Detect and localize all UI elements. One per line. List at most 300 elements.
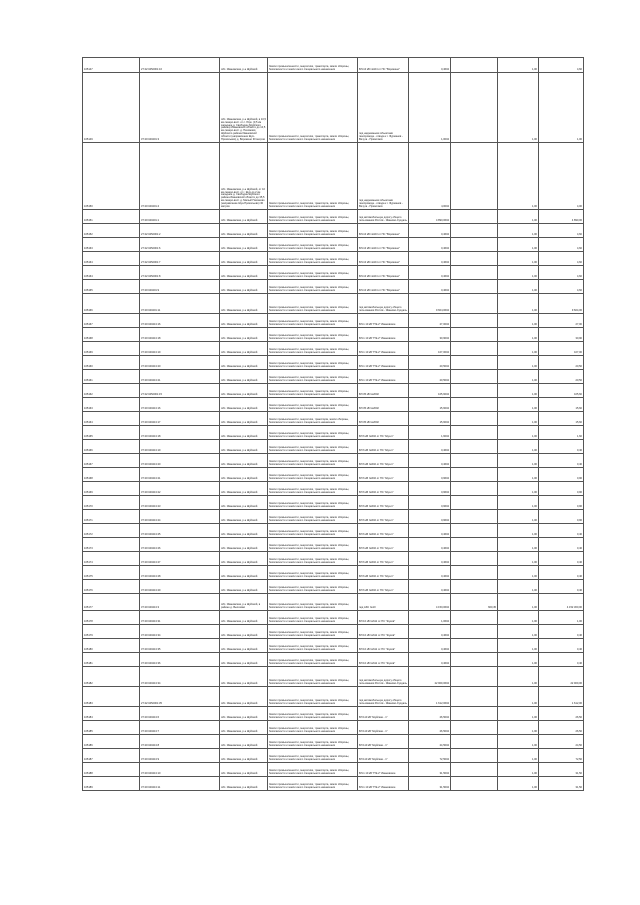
address-cell: обл. Ивановская, р-н Шуйский: [220, 370, 268, 384]
address-cell: обл. Ивановская, р-н Шуйский: [220, 611, 268, 625]
table-row: [83, 238, 584, 252]
row-id-cell: 105188: [83, 763, 140, 777]
address-cell: обл. Ивановская, р-н Шуйский: [220, 524, 268, 538]
cadastral-number-cell: 37:20:040413:21: [140, 468, 220, 482]
permitted-use-cell: под надземными объектами газопровода - отвода к г. Фурманов - Вичуга - Приволжск: [358, 73, 409, 143]
rate-cell: 1,00: [498, 707, 539, 721]
address-cell: обл. Ивановская, р-н Шуйский: [220, 496, 268, 510]
value-cell: [451, 653, 498, 667]
amount-cell: 0,96: [539, 468, 584, 482]
table-row: [83, 510, 584, 524]
value-cell: [451, 440, 498, 454]
row-id-cell: 105165: [83, 426, 140, 440]
value-cell: [451, 356, 498, 370]
amount-cell: 20,50: [539, 370, 584, 384]
area-cell: 24,5004: [409, 735, 451, 749]
area-cell: 0,9604: [409, 468, 451, 482]
cadastral-number-cell: 37:20:040413:11: [140, 777, 220, 791]
cadastral-number-cell: 37:20:040413:21: [140, 370, 220, 384]
land-category-cell: Земли промышленности, энергетики, транспорта, земли обороны, безопасности и земли иного специального назначения: [268, 721, 358, 735]
land-category-cell: Земли промышленности, энергетики, транспорта, земли обороны, безопасности и земли иного специального назначения: [268, 538, 358, 552]
amount-cell: 4,60: [539, 224, 584, 238]
permitted-use-cell: под АЗС №10: [358, 594, 409, 611]
cadastral-number-cell: 37:20:040413:35: [140, 639, 220, 653]
table-row: [83, 58, 584, 73]
cadastral-number-cell: 37:20:040413:27: [140, 552, 220, 566]
rate-cell: 1,00: [498, 611, 539, 625]
table-row: [83, 412, 584, 426]
rate-cell: 1,00: [498, 280, 539, 294]
table-row: [83, 384, 584, 398]
permitted-use-cell: ВЛ 10 кВ №611 от ПС "Жуков": [358, 653, 409, 667]
row-id-cell: 105171: [83, 510, 140, 524]
permitted-use-cell: ВЛ 6 кВ №602 от ПС "Шуя-1": [358, 440, 409, 454]
cadastral-number-cell: 37:20:040413:20: [140, 454, 220, 468]
address-cell: обл. Ивановская, р-н Шуйский: [220, 482, 268, 496]
area-cell: 0,4604: [409, 625, 451, 639]
value-cell: [451, 238, 498, 252]
permitted-use-cell: ВЛ 110 кВ "Шуйская - 1": [358, 721, 409, 735]
value-cell: [451, 454, 498, 468]
area-cell: 0,9604: [409, 496, 451, 510]
value-cell: [451, 370, 498, 384]
address-cell: обл. Ивановская, р-н Шуйский: [220, 763, 268, 777]
land-category-cell: Земли промышленности, энергетики, транспорта, земли обороны, безопасности и земли иного специального назначения: [268, 342, 358, 356]
area-cell: 0,4604: [409, 440, 451, 454]
rate-cell: 1,00: [498, 440, 539, 454]
cadastral-number-cell: 37:20:040413:18: [140, 328, 220, 342]
address-cell: обл. Ивановская, р-н Шуйский: [220, 426, 268, 440]
permitted-use-cell: под надземными объектами газопровода - отвода к г. Фурманов - Вичуга - Приволжск: [358, 143, 409, 210]
area-cell: 0,4604: [409, 224, 451, 238]
value-cell: [451, 224, 498, 238]
amount-cell: 4 152 300,00: [539, 594, 584, 611]
table-row: [83, 73, 584, 143]
cadastral-number-cell: 37:20:040401:4: [140, 143, 220, 210]
row-id-cell: 105183: [83, 687, 140, 707]
amount-cell: 0,46: [539, 639, 584, 653]
area-cell: 1,0604: [409, 611, 451, 625]
cadastral-number-cell: 37:20:040413:28: [140, 566, 220, 580]
land-category-cell: Земли промышленности, энергетики, транспорта, земли обороны, безопасности и земли иного специального назначения: [268, 510, 358, 524]
row-id-cell: 105165: [83, 280, 140, 294]
address-cell: обл. Ивановская, р-н Шуйский: [220, 468, 268, 482]
row-id-cell: 105185: [83, 721, 140, 735]
address-cell: обл. Ивановская, р-н Шуйский: [220, 510, 268, 524]
area-cell: 31,5004: [409, 763, 451, 777]
rate-cell: 1,00: [498, 328, 539, 342]
address-cell: обл. Ивановская, р-н Шуйский: [220, 566, 268, 580]
table-row: [83, 611, 584, 625]
area-cell: 0,4604: [409, 58, 451, 73]
rate-cell: 1,00: [498, 580, 539, 594]
amount-cell: 15,60: [539, 412, 584, 426]
permitted-use-cell: ВЛ 6 кВ №602 от ПС "Шуя-1": [358, 510, 409, 524]
row-id-cell: 105166: [83, 440, 140, 454]
cadastral-number-cell: 37:20:040413:22: [140, 482, 220, 496]
table-row: [83, 625, 584, 639]
cadastral-number-cell: 37:20:040413:20: [140, 356, 220, 370]
cadastral-number-cell: 37:20:040413:18: [140, 426, 220, 440]
amount-cell: 4,60: [539, 266, 584, 280]
table-row: [83, 735, 584, 749]
cadastral-number-cell: 37:20:040413:19: [140, 440, 220, 454]
land-category-cell: Земли промышленности, энергетики, транспорта, земли обороны, безопасности и земли иного специального назначения: [268, 73, 358, 143]
value-cell: [451, 73, 498, 143]
permitted-use-cell: ВЛ-1 10 кВ "ПЭ-2" Ивановское: [358, 777, 409, 791]
amount-cell: 22 909,06: [539, 667, 584, 687]
rate-cell: 1,00: [498, 412, 539, 426]
table-row: [83, 538, 584, 552]
permitted-use-cell: ВЛ 6 кВ №602 от ПС "Шуя-1": [358, 468, 409, 482]
cadastral-number-cell: 37:20:040413:6: [140, 707, 220, 721]
area-cell: 0,4604: [409, 538, 451, 552]
land-category-cell: Земли промышленности, энергетики, транспорта, земли обороны, безопасности и земли иного специального назначения: [268, 328, 358, 342]
area-cell: 15,6004: [409, 398, 451, 412]
table-row: [83, 210, 584, 224]
land-category-cell: Земли промышленности, энергетики, транспорта, земли обороны, безопасности и земли иного специального назначения: [268, 398, 358, 412]
land-category-cell: Земли промышленности, энергетики, транспорта, земли обороны, безопасности и земли иного специального назначения: [268, 468, 358, 482]
land-category-cell: Земли промышленности, энергетики, транспорта, земли обороны, безопасности и земли иного специального назначения: [268, 294, 358, 314]
amount-cell: 0,46: [539, 440, 584, 454]
permitted-use-cell: ВЛ 10 кВ №611 от ПС "Жуков": [358, 639, 409, 653]
cadastral-number-cell: 37:20:040413:24: [140, 510, 220, 524]
land-category-cell: Земли промышленности, энергетики, транспорта, земли обороны, безопасности и земли иного специального назначения: [268, 625, 358, 639]
address-cell: обл. Ивановская, р-н Шуйский: [220, 454, 268, 468]
row-id-cell: 105166: [83, 294, 140, 314]
rate-cell: 1,00: [498, 314, 539, 328]
row-id-cell: 105175: [83, 566, 140, 580]
cadastral-number-cell: 27:22:0452001:7: [140, 252, 220, 266]
land-category-cell: Земли промышленности, энергетики, транспорта, земли обороны, безопасности и земли иного специального назначения: [268, 580, 358, 594]
amount-cell: 4 890,06: [539, 210, 584, 224]
rate-cell: 1,00: [498, 224, 539, 238]
row-id-cell: 105182: [83, 667, 140, 687]
value-cell: [451, 721, 498, 735]
row-id-cell: 105167: [83, 314, 140, 328]
rate-cell: 1,00: [498, 552, 539, 566]
amount-cell: 105,60: [539, 384, 584, 398]
amount-cell: 4,00: [539, 143, 584, 210]
amount-cell: 31,50: [539, 763, 584, 777]
land-category-cell: Земли промышленности, энергетики, транспорта, земли обороны, безопасности и земли иного специального назначения: [268, 707, 358, 721]
address-cell: обл. Ивановская, р-н Шуйский: [220, 735, 268, 749]
cadastral-number-cell: 27:22:0452001:16: [140, 58, 220, 73]
permitted-use-cell: под автомобильную дорогу общего пользования Ростов - Иваново-Суздаль: [358, 210, 409, 224]
row-id-cell: 105160: [83, 356, 140, 370]
land-category-cell: Земли промышленности, энергетики, транспорта, земли обороны, безопасности и земли иного специального назначения: [268, 143, 358, 210]
address-cell: обл. Ивановская, р-н Шуйский: [220, 721, 268, 735]
permitted-use-cell: ВЛ 110 кВ "Шуйская - 1": [358, 749, 409, 763]
amount-cell: 0,46: [539, 538, 584, 552]
area-cell: 0,4604: [409, 238, 451, 252]
area-cell: 1,0004: [409, 73, 451, 143]
value-cell: [451, 496, 498, 510]
row-id-cell: 105179: [83, 625, 140, 639]
row-id-cell: 105178: [83, 611, 140, 625]
value-cell: [451, 510, 498, 524]
cadastral-number-cell: 37:20:040413:16: [140, 314, 220, 328]
value-cell: [451, 538, 498, 552]
permitted-use-cell: ВЛ-1 10 кВ "ПЭ-2" Ивановское: [358, 356, 409, 370]
rate-cell: 1,00: [498, 73, 539, 143]
cadastral-number-cell: 37:20:040413:3: [140, 594, 220, 611]
land-category-cell: Земли промышленности, энергетики, транспорта, земли обороны, безопасности и земли иного специального назначения: [268, 496, 358, 510]
amount-cell: 26,50: [539, 707, 584, 721]
area-cell: 15,6004: [409, 412, 451, 426]
cadastral-number-cell: 37:20:040401:3: [140, 73, 220, 143]
value-cell: 660,45: [451, 594, 498, 611]
rate-cell: 1,00: [498, 356, 539, 370]
rate-cell: 1,00: [498, 566, 539, 580]
area-cell: 22 909,0604: [409, 667, 451, 687]
permitted-use-cell: ВЛ-1 10 кВ "ПЭ-2" Ивановское: [358, 763, 409, 777]
value-cell: [451, 342, 498, 356]
table-row: [83, 594, 584, 611]
row-id-cell: 105169: [83, 482, 140, 496]
land-category-cell: Земли промышленности, энергетики, транспорта, земли обороны, безопасности и земли иного специального назначения: [268, 482, 358, 496]
table-row: [83, 266, 584, 280]
value-cell: [451, 426, 498, 440]
row-id-cell: 105161: [83, 370, 140, 384]
table-row: [83, 687, 584, 707]
amount-cell: 0,46: [539, 524, 584, 538]
table-row: [83, 707, 584, 721]
value-cell: [451, 707, 498, 721]
value-cell: [451, 280, 498, 294]
amount-cell: 20,50: [539, 356, 584, 370]
rate-cell: 1,00: [498, 639, 539, 653]
amount-cell: 0,46: [539, 454, 584, 468]
permitted-use-cell: ВЛ-10 кВ №104 от ПС "Ворожино": [358, 58, 409, 73]
value-cell: [451, 749, 498, 763]
row-id-cell: 105176: [83, 580, 140, 594]
address-cell: обл. Ивановская, р-н Шуйский: [220, 580, 268, 594]
land-category-cell: Земли промышленности, энергетики, транспорта, земли обороны, безопасности и земли иного специального назначения: [268, 687, 358, 707]
value-cell: [451, 398, 498, 412]
area-cell: 0,9604: [409, 510, 451, 524]
table-row: [83, 342, 584, 356]
address-cell: обл. Ивановская, р-н Шуйский, в 10,5 км северо-вост. от с. Юрк. (0,5 км западнее д. Свободин (Шуйского района) Ивановской области до 10,5 км северо-вост. д. Пахомово; Шуйского района Ивановской области (направление Шуя-Прокопьево) д. Ворожино 30 метров: [220, 73, 268, 143]
cadastral-number-cell: 27:22:0452001:35: [140, 687, 220, 707]
permitted-use-cell: ВЛ 6 кВ №602 от ПС "Шуя-1": [358, 454, 409, 468]
table-row: [83, 763, 584, 777]
rate-cell: 1,00: [498, 342, 539, 356]
cadastral-number-cell: 37:20:040413:29: [140, 580, 220, 594]
permitted-use-cell: ВЛ 10 кВ №611 от ПС "Жуков": [358, 611, 409, 625]
register-sheet: [82, 57, 582, 791]
value-cell: [451, 143, 498, 210]
amount-cell: 31,50: [539, 777, 584, 791]
land-category-cell: Земли промышленности, энергетики, транспорта, земли обороны, безопасности и земли иного специального назначения: [268, 314, 358, 328]
rate-cell: 1,00: [498, 777, 539, 791]
cadastral-number-cell: 27:22:0452001:2: [140, 224, 220, 238]
amount-cell: 4,60: [539, 238, 584, 252]
permitted-use-cell: ВЛ-10 кВ №104 от ПС "Ворожино": [358, 266, 409, 280]
land-plots-table: [82, 57, 584, 791]
amount-cell: 0,46: [539, 625, 584, 639]
table-row: [83, 328, 584, 342]
address-cell: обл. Ивановская, р-н Шуйский: [220, 440, 268, 454]
area-cell: 0,4604: [409, 280, 451, 294]
address-cell: обл. Ивановская, р-н Шуйский: [220, 552, 268, 566]
address-cell: обл. Ивановская, р-н Шуйский: [220, 224, 268, 238]
permitted-use-cell: под автомобильную дорогу общего пользования Ростов - Иваново-Суздаль: [358, 667, 409, 687]
row-id-cell: 105147: [83, 58, 140, 73]
value-cell: [451, 735, 498, 749]
land-category-cell: Земли промышленности, энергетики, транспорта, земли обороны, безопасности и земли иного специального назначения: [268, 426, 358, 440]
table-row: [83, 356, 584, 370]
rate-cell: 1,00: [498, 370, 539, 384]
permitted-use-cell: ВЛ-10 кВ №104 от ПС "Ворожино": [358, 238, 409, 252]
rate-cell: 1,00: [498, 482, 539, 496]
amount-cell: 4,60: [539, 280, 584, 294]
address-cell: обл. Ивановская, р-н Шуйский: [220, 687, 268, 707]
rate-cell: 1,00: [498, 468, 539, 482]
area-cell: 105,6004: [409, 384, 451, 398]
row-id-cell: 105180: [83, 639, 140, 653]
cadastral-number-cell: 37:20:040413:9: [140, 749, 220, 763]
amount-cell: 4,60: [539, 252, 584, 266]
value-cell: [451, 294, 498, 314]
land-category-cell: Земли промышленности, энергетики, транспорта, земли обороны, безопасности и земли иного специального назначения: [268, 252, 358, 266]
row-id-cell: 105152: [83, 224, 140, 238]
land-category-cell: Земли промышленности, энергетики, транспорта, земли обороны, безопасности и земли иного специального назначения: [268, 566, 358, 580]
permitted-use-cell: ВЛ 110 кВ "Шуйская - 1": [358, 707, 409, 721]
cadastral-number-cell: 37:20:040413:34: [140, 667, 220, 687]
permitted-use-cell: ВЛ 6 кВ №602 от ПС "Шуя-1": [358, 482, 409, 496]
permitted-use-cell: ВЛ 6 кВ №602 от ПС "Шуя-1": [358, 566, 409, 580]
row-id-cell: 105174: [83, 552, 140, 566]
table-row: [83, 552, 584, 566]
cadastral-number-cell: 37:20:040413:25: [140, 524, 220, 538]
amount-cell: 9 604,06: [539, 294, 584, 314]
rate-cell: 1,00: [498, 294, 539, 314]
cadastral-number-cell: 37:20:040413:8: [140, 735, 220, 749]
rate-cell: 1,00: [498, 510, 539, 524]
area-cell: 0,4604: [409, 524, 451, 538]
table-row: [83, 294, 584, 314]
value-cell: [451, 412, 498, 426]
address-cell: обл. Ивановская, р-н Шуйский, в районе д. Высоково: [220, 594, 268, 611]
area-cell: 26,5004: [409, 707, 451, 721]
table-row: [83, 482, 584, 496]
address-cell: обл. Ивановская, р-н Шуйский: [220, 384, 268, 398]
rate-cell: 1,00: [498, 266, 539, 280]
cadastral-number-cell: 37:20:040413:10: [140, 763, 220, 777]
cadastral-number-cell: 37:20:040413:23: [140, 496, 220, 510]
area-cell: 0,4604: [409, 566, 451, 580]
area-cell: 0,4604: [409, 580, 451, 594]
amount-cell: 1,00: [539, 73, 584, 143]
value-cell: [451, 328, 498, 342]
rate-cell: 1,00: [498, 210, 539, 224]
amount-cell: 0,46: [539, 552, 584, 566]
address-cell: обл. Ивановская, р-н Шуйский: [220, 707, 268, 721]
row-id-cell: 105167: [83, 454, 140, 468]
table-row: [83, 639, 584, 653]
value-cell: [451, 210, 498, 224]
value-cell: [451, 468, 498, 482]
permitted-use-cell: ВЛ-1 10 кВ "ПЭ-2" Ивановское: [358, 328, 409, 342]
rate-cell: 1,00: [498, 454, 539, 468]
table-row: [83, 252, 584, 266]
address-cell: обл. Ивановская, р-н Шуйский: [220, 398, 268, 412]
table-row: [83, 143, 584, 210]
value-cell: [451, 384, 498, 398]
row-id-cell: 105184: [83, 707, 140, 721]
land-category-cell: Земли промышленности, энергетики, транспорта, земли обороны, безопасности и земли иного специального назначения: [268, 611, 358, 625]
rate-cell: 1,00: [498, 749, 539, 763]
value-cell: [451, 314, 498, 328]
amount-cell: 1,06: [539, 611, 584, 625]
rate-cell: 1,00: [498, 538, 539, 552]
address-cell: обл. Ивановская, р-н Шуйский: [220, 777, 268, 791]
amount-cell: 24,50: [539, 735, 584, 749]
table-row: [83, 749, 584, 763]
land-category-cell: Земли промышленности, энергетики, транспорта, земли обороны, безопасности и земли иного специального назначения: [268, 440, 358, 454]
value-cell: [451, 611, 498, 625]
address-cell: обл. Ивановская, р-н Шуйский: [220, 412, 268, 426]
amount-cell: 15,60: [539, 398, 584, 412]
rate-cell: 1,00: [498, 384, 539, 398]
row-id-cell: 105170: [83, 496, 140, 510]
cadastral-number-cell: 37:20:040413:26: [140, 538, 220, 552]
amount-cell: 30,90: [539, 328, 584, 342]
rate-cell: 1,00: [498, 625, 539, 639]
address-cell: обл. Ивановская, р-н Шуйский: [220, 538, 268, 552]
row-id-cell: 105168: [83, 328, 140, 342]
row-id-cell: 105169: [83, 342, 140, 356]
table-row: [83, 454, 584, 468]
table-row: [83, 440, 584, 454]
value-cell: [451, 667, 498, 687]
row-id-cell: 105177: [83, 594, 140, 611]
rate-cell: 1,00: [498, 687, 539, 707]
table-row: [83, 777, 584, 791]
permitted-use-cell: ВЛ-1 10 кВ "ПЭ-2" Ивановское: [358, 314, 409, 328]
permitted-use-cell: ВЛ 6 кВ №602 от ПС "Шуя-1": [358, 552, 409, 566]
amount-cell: 0,96: [539, 496, 584, 510]
rate-cell: 1,00: [498, 735, 539, 749]
land-category-cell: Земли промышленности, энергетики, транспорта, земли обороны, безопасности и земли иного специального назначения: [268, 552, 358, 566]
area-cell: 1,6004: [409, 426, 451, 440]
amount-cell: 107,00: [539, 342, 584, 356]
address-cell: обл. Ивановская, р-н Шуйский, от 10 км северо-вост. от г. Шуя до 2 км западнее д. Свободин Шуйского района Ивановской области до 35,5 км северо-вост. д. Малый Пахомово (направление Шуя-Прокопьево) 30 метров: [220, 143, 268, 210]
area-cell: 1 612,0604: [409, 687, 451, 707]
permitted-use-cell: ВЛ-1 10 кВ "ПЭ-2" Ивановское: [358, 342, 409, 356]
amount-cell: 0,46: [539, 580, 584, 594]
land-category-cell: Земли промышленности, энергетики, транспорта, земли обороны, безопасности и земли иного специального назначения: [268, 280, 358, 294]
area-cell: 0,4604: [409, 653, 451, 667]
table-row: [83, 580, 584, 594]
amount-cell: 4,60: [539, 58, 584, 73]
permitted-use-cell: под автомобильную дорогу общего пользования Ростов - Иваново-Суздаль: [358, 294, 409, 314]
cadastral-number-cell: 37:20:040413:19: [140, 342, 220, 356]
address-cell: обл. Ивановская, р-н Шуйский: [220, 252, 268, 266]
address-cell: обл. Ивановская, р-н Шуйский: [220, 667, 268, 687]
land-category-cell: Земли промышленности, энергетики, транспорта, земли обороны, безопасности и земли иного специального назначения: [268, 639, 358, 653]
land-category-cell: Земли промышленности, энергетики, транспорта, земли обороны, безопасности и земли иного специального назначения: [268, 370, 358, 384]
address-cell: обл. Ивановская, р-н Шуйский: [220, 280, 268, 294]
value-cell: [451, 625, 498, 639]
value-cell: [451, 639, 498, 653]
amount-cell: 0,46: [539, 653, 584, 667]
rate-cell: 1,00: [498, 763, 539, 777]
cadastral-number-cell: 27:22:0452001:6: [140, 238, 220, 252]
permitted-use-cell: ВЛ 10 кВ №611 от ПС "Жуков": [358, 625, 409, 639]
cadastral-number-cell: 27:22:0452001:15: [140, 384, 220, 398]
